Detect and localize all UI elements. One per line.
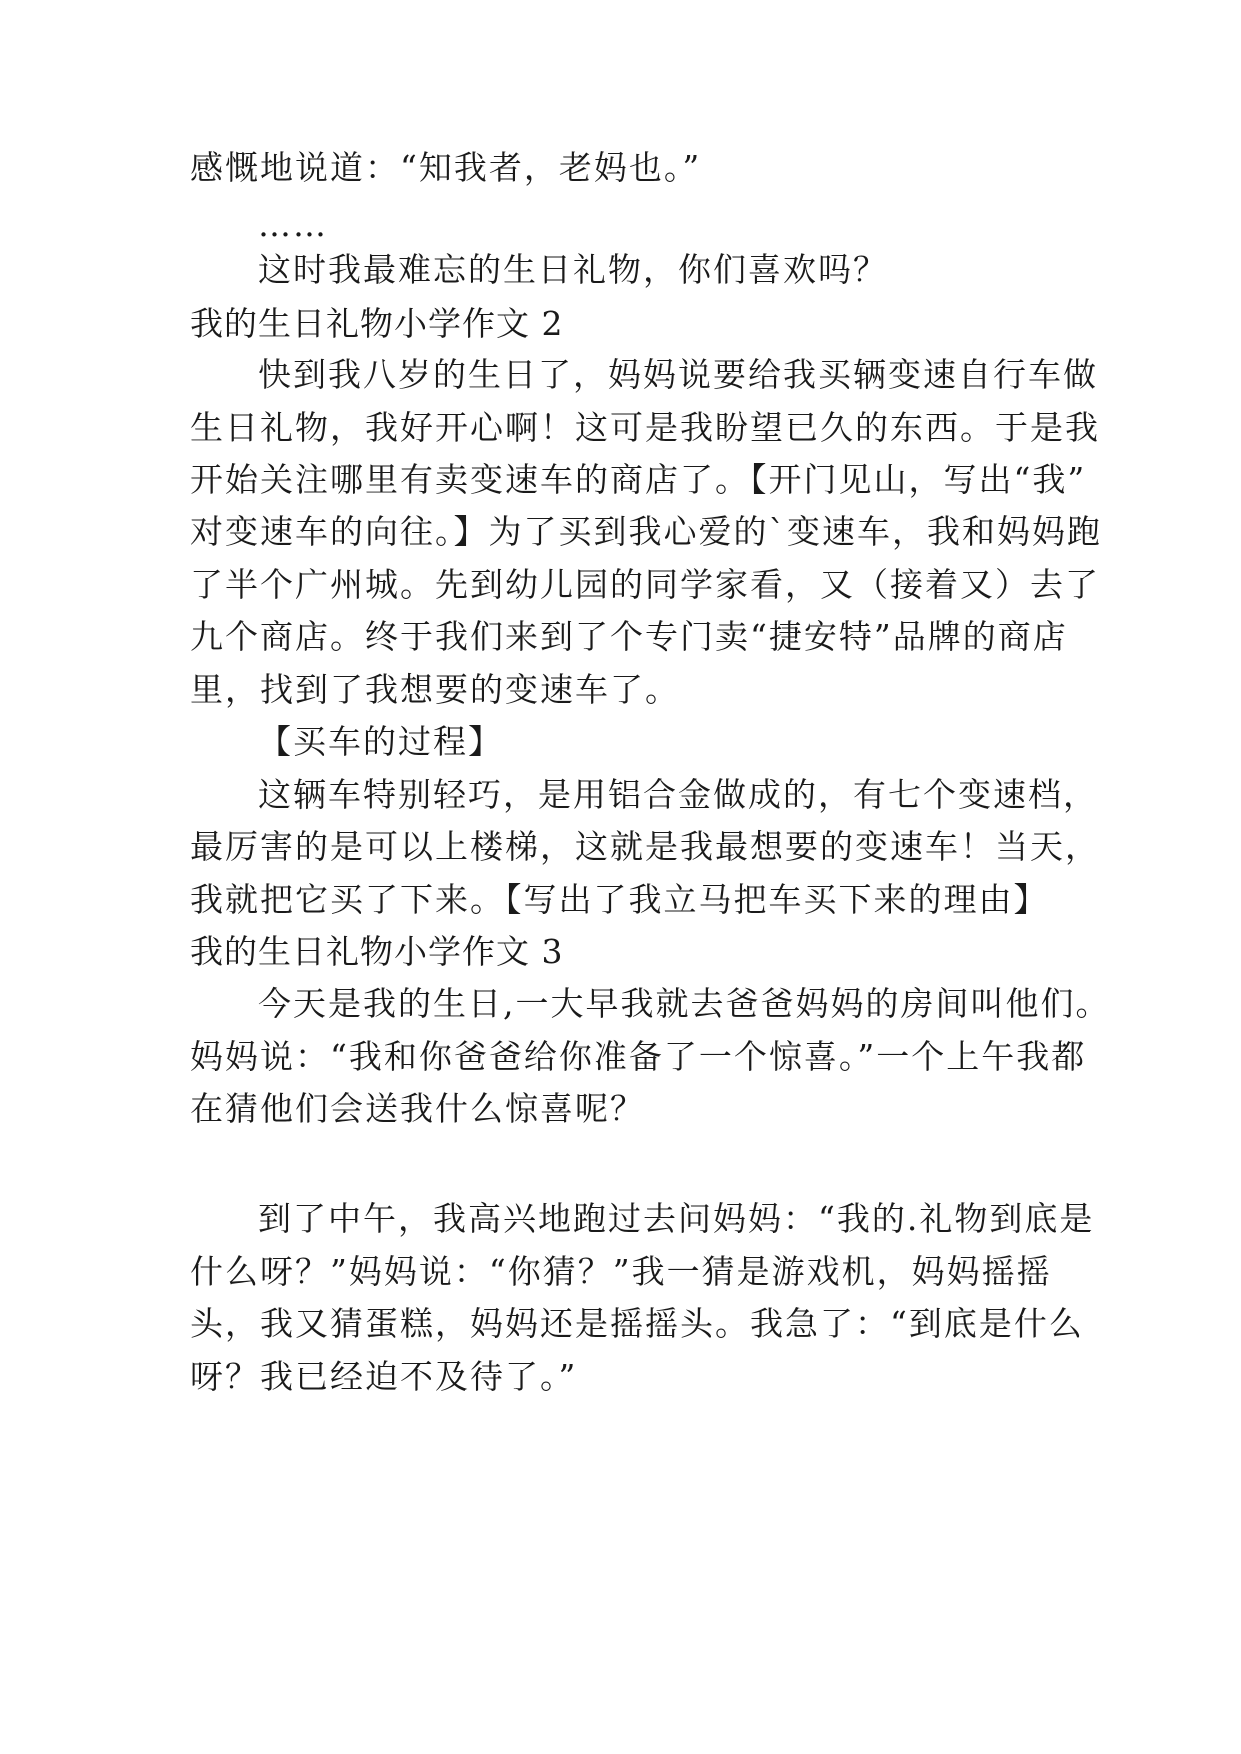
paragraph-line: 里，找到了我想要的变速车了。 xyxy=(190,670,680,709)
paragraph-line: 最厉害的是可以上楼梯，这就是我最想要的变速车！当天， xyxy=(190,827,1100,866)
paragraph-line: 这时我最难忘的生日礼物，你们喜欢吗？ xyxy=(258,250,888,289)
paragraph-line: 呀？我已经迫不及待了。” xyxy=(190,1357,578,1396)
paragraph-line: 这辆车特别轻巧，是用铝合金做成的，有七个变速档， xyxy=(258,775,1098,814)
paragraph-line: 头，我又猜蛋糕，妈妈还是摇摇头。我急了：“到底是什么 xyxy=(190,1304,1084,1343)
paragraph-line: 九个商店。终于我们来到了个专门卖“捷安特”品牌的商店 xyxy=(190,617,1068,656)
paragraph-line: 对变速车的向往。】为了买到我心爱的`变速车，我和妈妈跑 xyxy=(190,512,1102,551)
section-heading: 我的生日礼物小学作文 2 xyxy=(190,304,564,343)
paragraph-line: 今天是我的生日,一大早我就去爸爸妈妈的房间叫他们。 xyxy=(258,984,1111,1023)
section-heading: 我的生日礼物小学作文 3 xyxy=(190,932,564,971)
paragraph-line: 妈妈说：“我和你爸爸给你准备了一个惊喜。”一个上午我都 xyxy=(190,1037,1087,1076)
paragraph-line: 什么呀？”妈妈说：“你猜？”我一猜是游戏机，妈妈摇摇 xyxy=(190,1252,1052,1291)
paragraph-line: 到了中午，我高兴地跑过去问妈妈：“我的.礼物到底是 xyxy=(258,1199,1095,1238)
paragraph-line: 在猜他们会送我什么惊喜呢？ xyxy=(190,1089,645,1128)
paragraph-line: 我就把它买了下来。【写出了我立马把车买下来的理由】 xyxy=(190,880,1049,919)
paragraph-line: 快到我八岁的生日了，妈妈说要给我买辆变速自行车做 xyxy=(258,355,1098,394)
paragraph-line: 开始关注哪里有卖变速车的商店了。【开门见山，写出“我” xyxy=(190,460,1087,499)
paragraph-line: 感慨地说道：“知我者，老妈也。” xyxy=(190,148,702,187)
annotation-line: 【买车的过程】 xyxy=(258,722,503,761)
paragraph-line: 了半个广州城。先到幼儿园的同学家看，又（接着又）去了 xyxy=(190,565,1100,604)
ellipsis-line: …… xyxy=(258,205,328,244)
paragraph-line: 生日礼物，我好开心啊！这可是我盼望已久的东西。于是我 xyxy=(190,408,1100,447)
